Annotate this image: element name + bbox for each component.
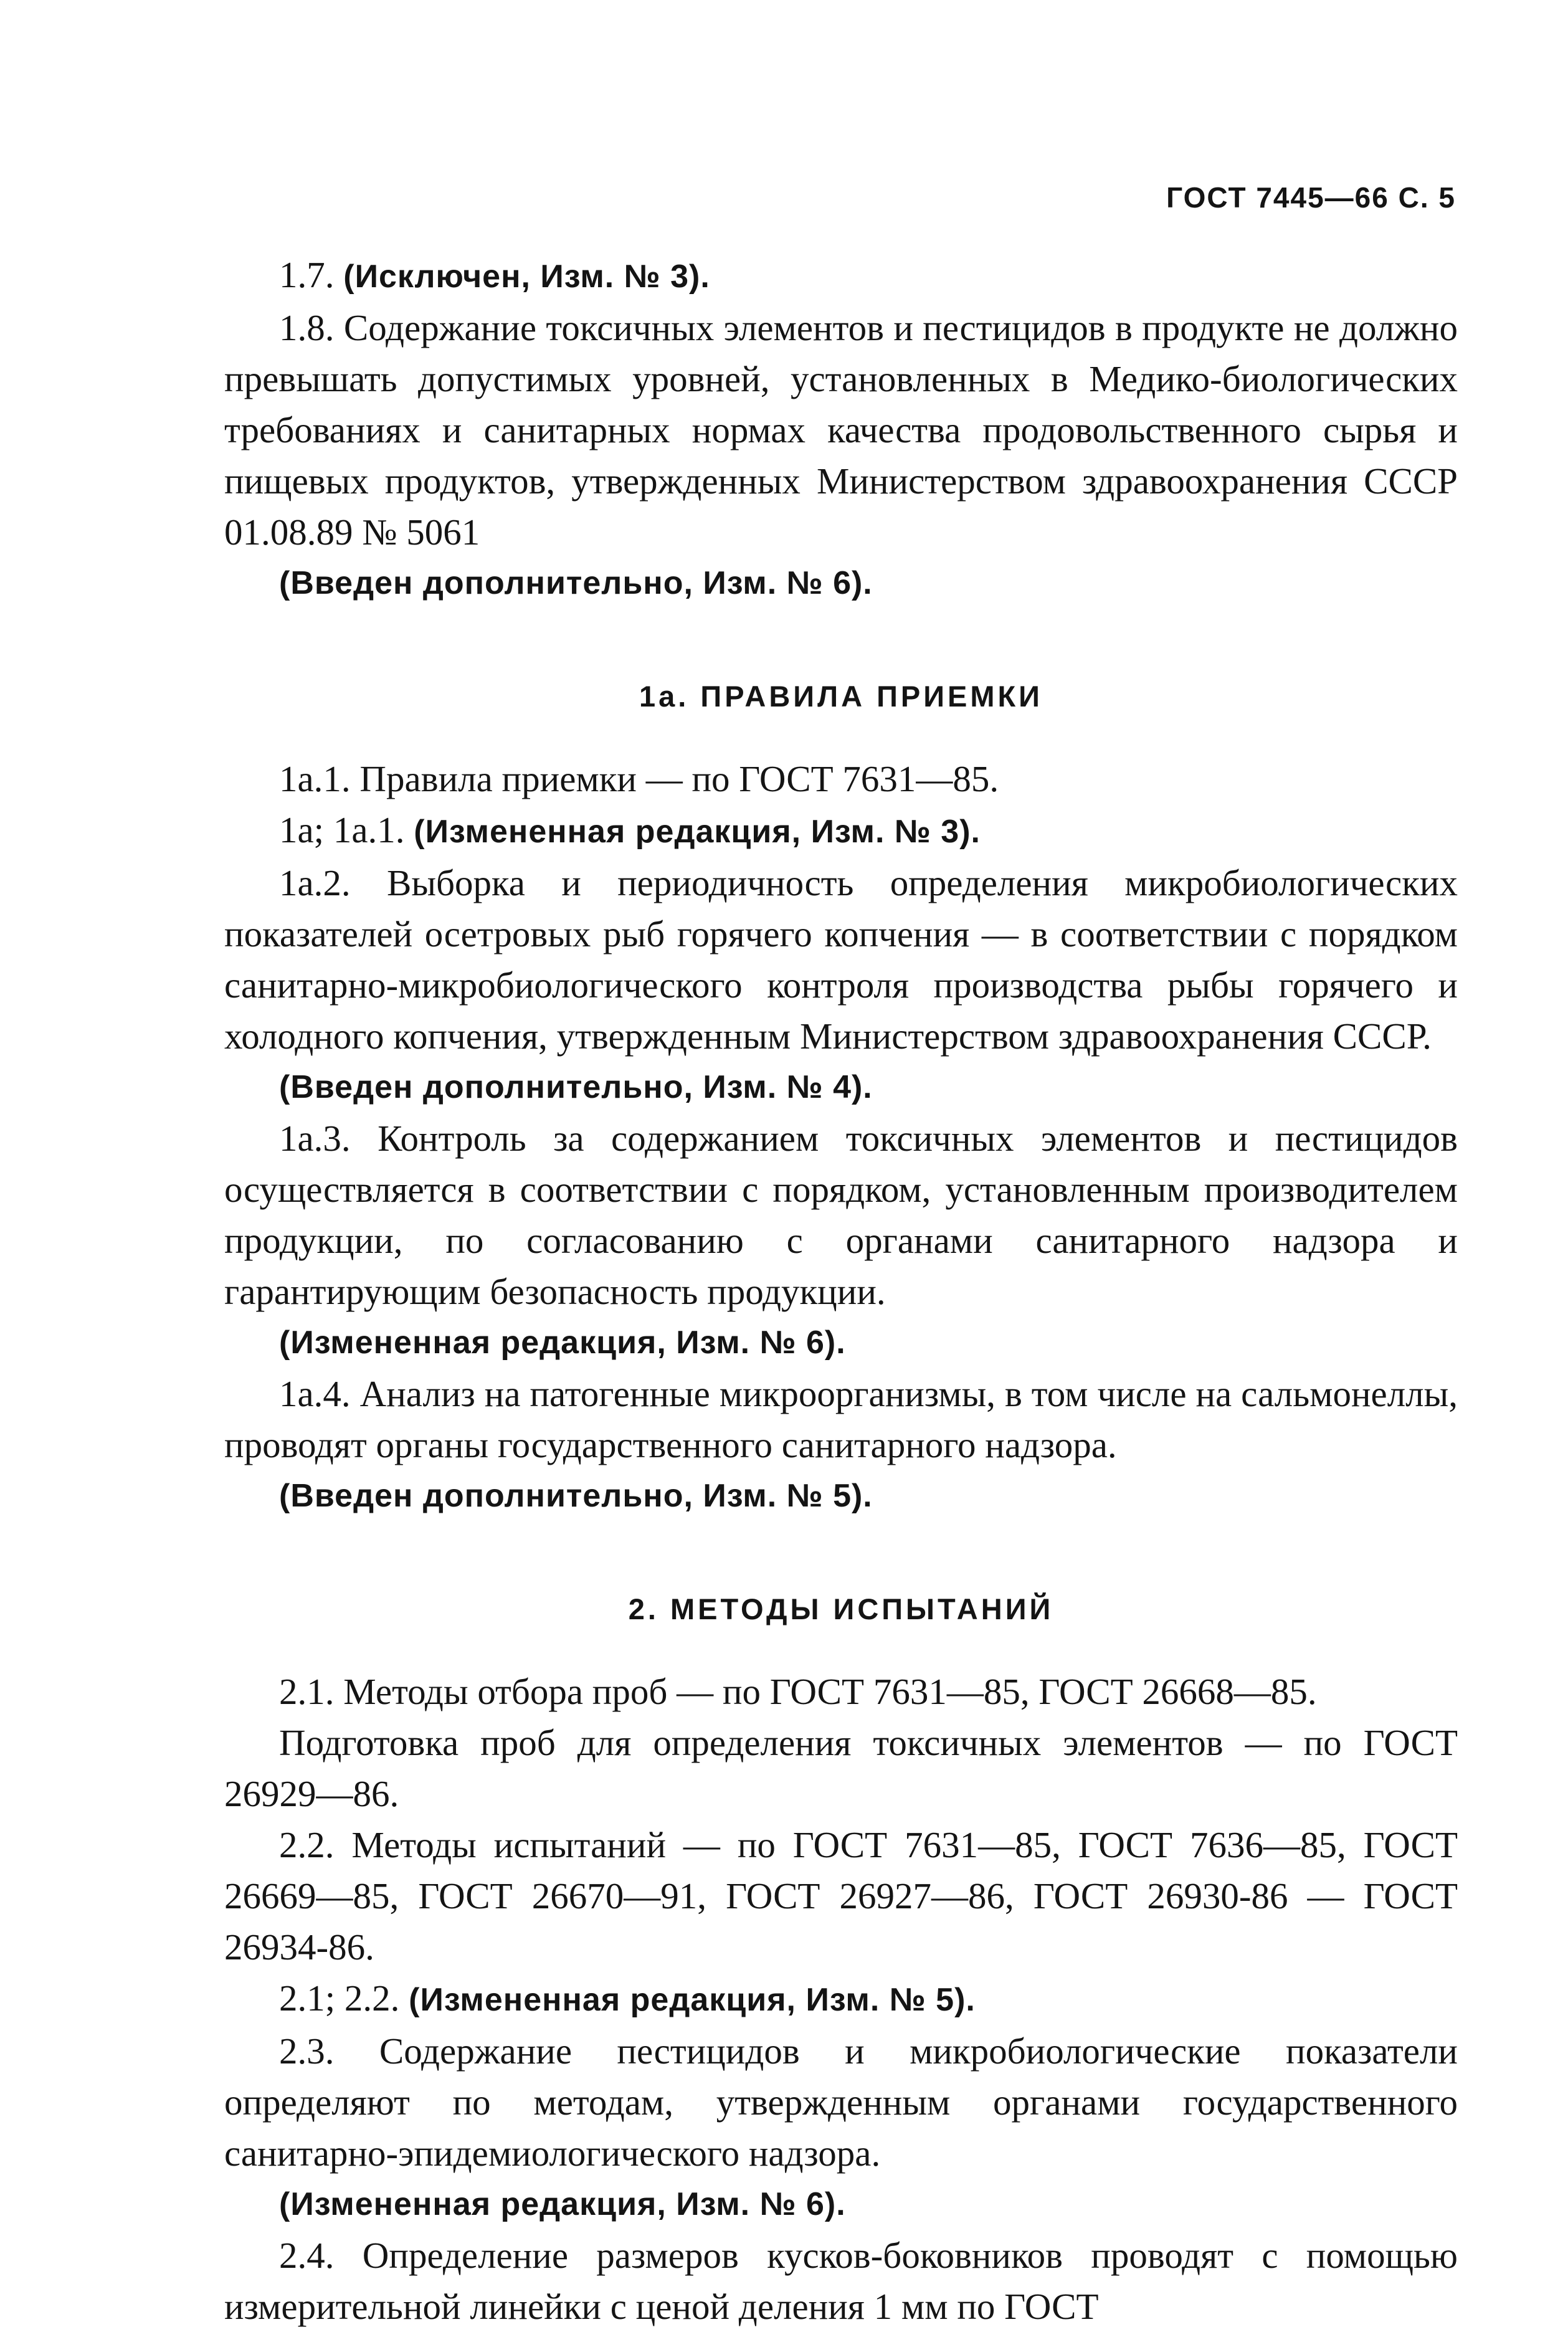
clause-label: 1.7. [279, 254, 335, 295]
clause-1a-1: 1а.1. Правила приемки — по ГОСТ 7631—85. [279, 758, 999, 799]
clause-2-2: 2.2. Методы испытаний — по ГОСТ 7631—85, ГОСТ 7636—85, ГОСТ 26669—85, ГОСТ 26670—91, ГОСТ 26927—86, ГОСТ 26930-86 — ГОСТ 26934-86. [224, 1824, 1458, 1968]
clause-1-8: 1.8. Содержание токсичных элементов и пестицидов в продукте не должно превышать допустимых уровней, установленных в Медико-биологических требованиях и санитарных нормах качества продовольственного сырья и пищевых продуктов, утвержденных Министерством здравоохранения СССР 01.08.89 № 5061 [224, 307, 1458, 553]
amendment-note: (Измененная редакция, Изм. № 6). [279, 2186, 846, 2222]
section-heading-acceptance-rules: 1а. ПРАВИЛА ПРИЕМКИ [639, 680, 1043, 713]
clause-2-1: 2.1. Методы отбора проб — по ГОСТ 7631—85, ГОСТ 26668—85. [279, 1671, 1317, 1712]
clause-1-7 [224, 249, 1458, 302]
amendment-note: (Измененная редакция, Изм. № 5). [409, 1982, 976, 2018]
amendment-note: (Исключен, Изм. № 3). [343, 259, 710, 295]
clause-2-2-amendment [224, 1973, 1458, 2025]
clause-1a-4: 1а.4. Анализ на патогенные микроорганизмы, в том числе на сальмонеллы, проводят органы государственного санитарного надзора. [224, 1373, 1458, 1465]
amendment-note: (Измененная редакция, Изм. № 3). [414, 814, 981, 850]
clause-2-1-sample-prep: Подготовка проб для определения токсичных элементов — по ГОСТ 26929—86. [224, 1722, 1458, 1814]
clause-label: 2.1; 2.2. [279, 1977, 400, 2019]
section-heading-test-methods: 2. МЕТОДЫ ИСПЫТАНИЙ [628, 1592, 1054, 1625]
running-head: ГОСТ 7445—66 С. 5 [1166, 181, 1456, 214]
amendment-note: (Введен дополнительно, Изм. № 5). [279, 1478, 873, 1514]
clause-1a-2: 1а.2. Выборка и периодичность определения микробиологических показателей осетровых рыб горячего копчения — в соответствии с порядком санитарно-микробиологического контроля производства рыбы горячего и холодного копчения, утвержденным Министерством здравоохранения СССР. [224, 862, 1458, 1057]
document-body [224, 249, 1458, 2332]
amendment-note: (Измененная редакция, Изм. № 6). [279, 1325, 846, 1361]
amendment-note: (Введен дополнительно, Изм. № 6). [279, 565, 873, 601]
clause-1a-1-amendment [224, 804, 1458, 857]
clause-1a-3: 1а.3. Контроль за содержанием токсичных элементов и пестицидов осуществляется в соответствии с порядком, установленным производителем продукции, по согласованию с органами санитарного надзора и гарантирующим безопасность продукции. [224, 1118, 1458, 1312]
clause-2-3: 2.3. Содержание пестицидов и микробиологические показатели определяют по методам, утвержденным органами государственного санитарно-эпидемиологического надзора. [224, 2030, 1458, 2174]
clause-2-4: 2.4. Определение размеров кусков-боковников проводят с помощью измерительной линейки с ценой деления 1 мм по ГОСТ [224, 2235, 1458, 2327]
clause-label: 1а; 1а.1. [279, 809, 405, 850]
amendment-note: (Введен дополнительно, Изм. № 4). [279, 1069, 873, 1105]
